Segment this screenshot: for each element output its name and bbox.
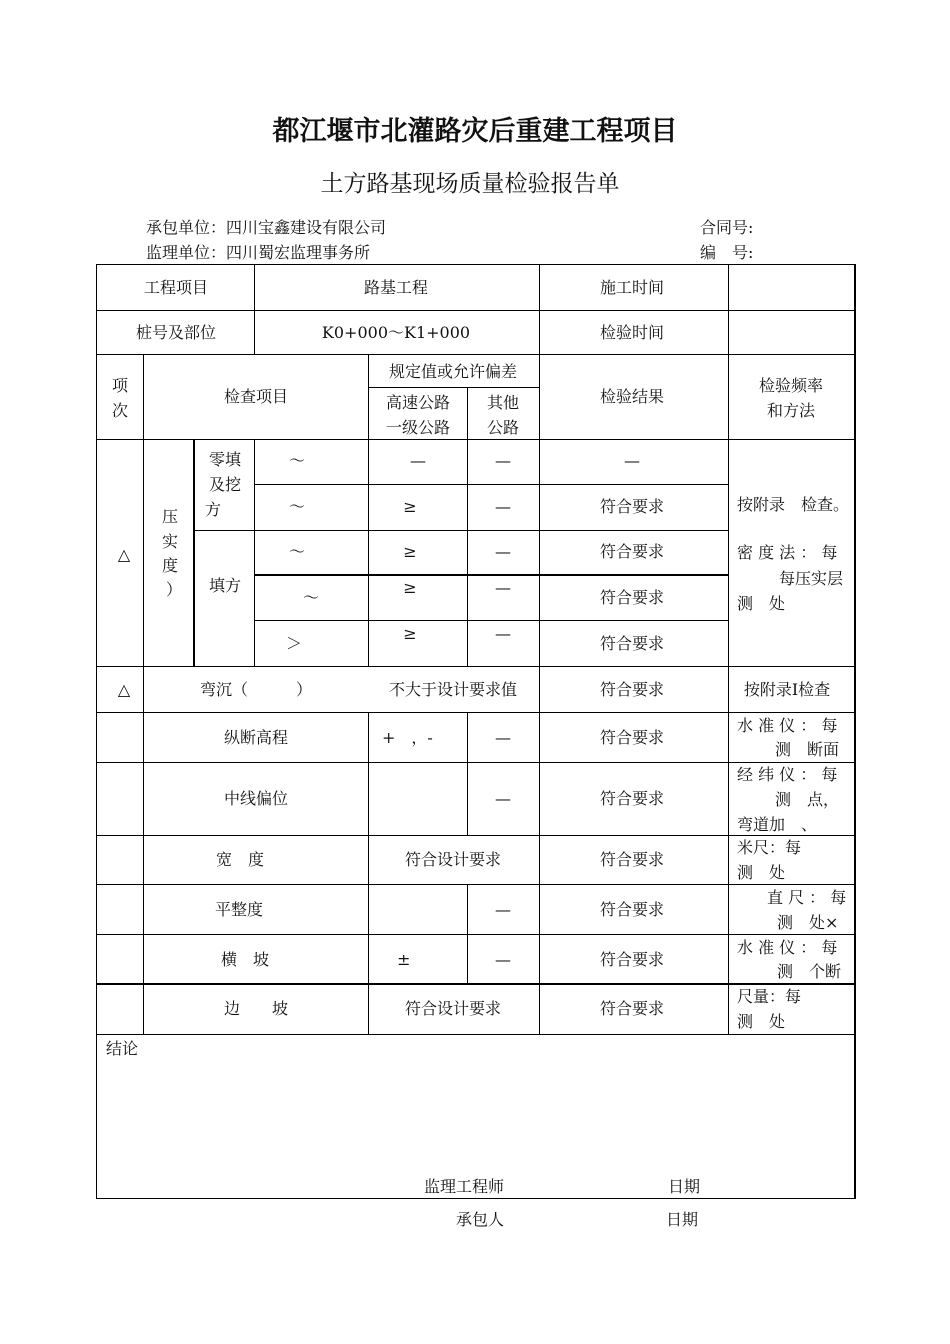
row-method-elevation-2: 测 断面: [775, 740, 840, 759]
col-method-line1: 检验频率: [758, 376, 824, 395]
document-title: 都江堰市北灌路灾后重建工程项目: [272, 116, 678, 147]
col-item-no-line2: 次: [111, 401, 129, 420]
compaction-highway-2: ≥: [403, 497, 417, 516]
deflection-item: 弯沉（ ）: [199, 680, 313, 699]
row-result-width: 符合要求: [599, 850, 665, 869]
supervisor-engineer-label: 监理工程师: [424, 1177, 505, 1196]
row-item-width: 宽 度: [215, 850, 265, 869]
serial-no-label: 编 号:: [700, 243, 754, 262]
row-result-flatness: 符合要求: [599, 900, 665, 919]
supervisor-label: 监理单位：四川蜀宏监理事务所: [146, 243, 371, 262]
row-highway-crossslope: ±: [397, 950, 411, 969]
construction-time-label: 施工时间: [599, 278, 665, 297]
compaction-highway-1: —: [410, 451, 426, 470]
date-label-1: 日期: [668, 1177, 701, 1196]
row-spec-width: 符合设计要求: [404, 850, 502, 869]
compaction-highway-3: ≥: [403, 542, 417, 561]
station-value: K0+000～K1+000: [321, 323, 471, 342]
zero-fill-label-2: 及挖: [208, 475, 242, 494]
row-method-crossslope-2: 测 个断: [777, 962, 842, 981]
row-other-crossslope: —: [495, 950, 511, 969]
row-method-flatness-2: 测 处×: [777, 913, 839, 932]
row-method-width-2: 测 处: [737, 863, 786, 882]
compaction-other-2: —: [495, 497, 511, 516]
deflection-mark: △: [117, 680, 131, 699]
station-label: 桩号及部位: [135, 323, 217, 342]
compaction-depth-5: ＞: [285, 634, 303, 653]
col-method-line2: 和方法: [766, 401, 816, 420]
compaction-depth-3: ～: [288, 542, 306, 561]
compaction-method-3: 每压实层: [779, 569, 844, 588]
compaction-other-3: —: [495, 542, 511, 561]
conclusion-label: 结论: [106, 1039, 139, 1058]
row-other-flatness: —: [495, 900, 511, 919]
row-other-elevation: —: [495, 728, 511, 747]
compaction-other-5: —: [495, 624, 511, 643]
col-item-no-line1: 项: [111, 376, 129, 395]
compaction-label-4: ）: [165, 580, 183, 599]
row-method-width-1: 米尺：每: [737, 838, 802, 857]
row-spec-sideslope: 符合设计要求: [404, 999, 502, 1018]
row-other-centerline: —: [495, 789, 511, 808]
col-spec: 规定值或允许偏差: [388, 362, 518, 381]
compaction-method-4: 测 处: [737, 594, 786, 613]
compaction-label-2: 实: [161, 532, 179, 551]
compaction-other-1: —: [495, 451, 511, 470]
col-other-line2: 公路: [486, 418, 520, 437]
deflection-result: 符合要求: [599, 680, 665, 699]
compaction-depth-4: ～: [302, 588, 320, 607]
row-item-sideslope: 边 坡: [223, 999, 289, 1018]
compaction-result-4: 符合要求: [599, 588, 665, 607]
compaction-mark: △: [117, 545, 131, 564]
date-label-2: 日期: [666, 1210, 699, 1229]
zero-fill-label-1: 零填: [208, 450, 242, 469]
col-result: 检验结果: [599, 387, 665, 406]
compaction-result-2: 符合要求: [599, 497, 665, 516]
contractor-label: 承包单位：四川宝鑫建设有限公司: [146, 218, 387, 237]
compaction-method-1: 按附录 检查。: [737, 495, 850, 514]
project-value: 路基工程: [363, 278, 429, 297]
row-method-sideslope-1: 尺量：每: [737, 987, 802, 1006]
col-highway-line1: 高速公路: [385, 393, 451, 412]
compaction-result-5: 符合要求: [599, 634, 665, 653]
deflection-method: 按附录Ⅰ检查: [743, 680, 831, 699]
row-item-flatness: 平整度: [214, 900, 264, 919]
fill-label: 填方: [208, 576, 242, 595]
contract-no-label: 合同号:: [700, 218, 754, 237]
document-subtitle: 土方路基现场质量检验报告单: [320, 171, 620, 197]
project-label: 工程项目: [143, 278, 209, 297]
row-item-centerline: 中线偏位: [223, 789, 289, 808]
compaction-label-3: 度: [161, 556, 179, 575]
row-method-centerline-3: 弯道加 、: [737, 815, 818, 834]
col-highway-line2: 一级公路: [385, 418, 451, 437]
row-result-crossslope: 符合要求: [599, 950, 665, 969]
row-result-sideslope: 符合要求: [599, 999, 665, 1018]
compaction-depth-2: ～: [288, 497, 306, 516]
contractor-person-label: 承包人: [456, 1210, 505, 1229]
compaction-result-3: 符合要求: [599, 542, 665, 561]
compaction-method-2: 密 度 法 ： 每: [737, 543, 838, 562]
deflection-spec: 不大于设计要求值: [388, 680, 518, 699]
row-method-flatness-1: 直 尺 ： 每: [767, 888, 847, 907]
compaction-label-1: 压: [161, 507, 179, 526]
row-method-centerline-2: 测 点，: [775, 790, 840, 809]
row-method-sideslope-2: 测 处: [737, 1012, 786, 1031]
compaction-result-1: —: [624, 451, 640, 470]
row-highway-elevation: + ，-: [382, 728, 433, 747]
row-result-centerline: 符合要求: [599, 789, 665, 808]
row-method-centerline-1: 经 纬 仪 ： 每: [737, 765, 838, 784]
row-method-crossslope-1: 水 准 仪 ： 每: [737, 938, 838, 957]
row-item-crossslope: 横 坡: [220, 950, 270, 969]
inspection-time-label: 检验时间: [599, 323, 665, 342]
compaction-highway-4: ≥: [403, 578, 417, 597]
compaction-depth-1: ～: [288, 451, 306, 470]
col-other-line1: 其他: [486, 393, 520, 412]
compaction-other-4: —: [495, 578, 511, 597]
row-item-elevation: 纵断高程: [223, 728, 289, 747]
zero-fill-label-3: 方: [205, 500, 222, 519]
col-check-item: 检查项目: [223, 387, 289, 406]
row-result-elevation: 符合要求: [599, 728, 665, 747]
row-method-elevation-1: 水 准 仪 ： 每: [737, 716, 838, 735]
compaction-highway-5: ≥: [403, 624, 417, 643]
